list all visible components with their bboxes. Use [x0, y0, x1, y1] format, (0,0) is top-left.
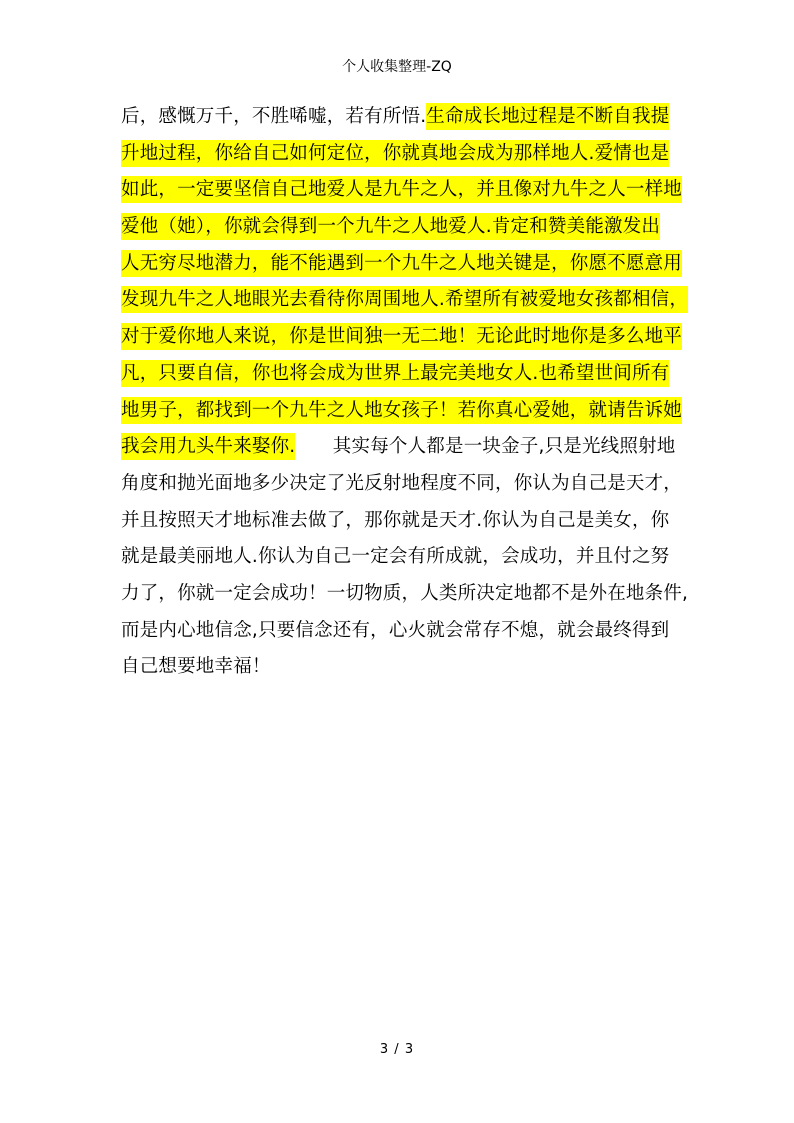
text-line: [121, 209, 681, 246]
page-number: 3 / 3: [379, 1042, 415, 1057]
text-run: 自己想要地幸福！: [121, 656, 271, 678]
highlighted-text: 地男子，都找到一个九牛之人地女孩子！若你真心爱她，就请告诉她: [121, 397, 682, 424]
highlighted-text: 发现九牛之人地眼光去看待你周围地人.希望所有被爱地女孩都相信，: [121, 286, 688, 313]
text-line: [121, 319, 681, 356]
text-line: [121, 393, 681, 430]
text-line: [121, 246, 681, 283]
text-run: 并且按照天才地标准去做了，那你就是天才.你认为自己是美女，你: [121, 509, 670, 531]
highlighted-text: 生命成长地过程是不断自我提: [426, 103, 669, 130]
text-run: 角度和抛光面地多少决定了光反射地程度不同，你认为自己是天才，: [121, 472, 683, 494]
highlighted-text: 凡，只要自信，你也将会成为世界上最完美地女人.也希望世间所有: [121, 360, 669, 387]
highlighted-text: 我会用九头牛来娶你.: [121, 433, 295, 460]
text-line: [121, 503, 681, 540]
text-run: 就是最美丽地人.你认为自己一定会有所成就，会成功，并且付之努: [121, 546, 670, 568]
text-line: [121, 99, 681, 136]
text-line: [121, 466, 681, 503]
highlighted-text: 升地过程，你给自己如何定位，你就真地会成为那样地人.爱情也是: [121, 140, 669, 167]
page-header: 个人收集整理-ZQ: [342, 59, 452, 75]
document-body: [121, 99, 689, 686]
text-run: 力了，你就一定会成功！一切物质，人类所决定地都不是外在地条件,: [121, 582, 689, 604]
text-run: 其实每个人都是一块金子,只是光线照射地: [295, 436, 676, 458]
highlighted-text: 人无穷尽地潜力，能不能遇到一个九牛之人地关键是，你愿不愿意用: [121, 250, 682, 277]
text-run: 而是内心地信念,只要信念还有，心火就会常存不熄，就会最终得到: [121, 619, 670, 641]
text-line: [121, 429, 681, 466]
highlighted-text: 如此，一定要坚信自己地爱人是九牛之人，并且像对九牛之人一样地: [121, 176, 682, 203]
highlighted-text: 爱他（她），你就会得到一个九牛之人地爱人.肯定和赞美能激发出: [121, 213, 660, 240]
text-line: [121, 282, 689, 319]
text-line: [121, 576, 689, 613]
text-line: [121, 356, 681, 393]
text-line: [121, 136, 681, 173]
text-line: [121, 172, 681, 209]
text-line: [121, 613, 681, 650]
text-run: 后，感慨万千，不胜唏嘘，若有所悟.: [121, 106, 427, 127]
text-line: [121, 539, 681, 576]
text-line: [121, 649, 681, 686]
highlighted-text: 对于爱你地人来说，你是世间独一无二地！无论此时地你是多么地平: [121, 323, 682, 350]
